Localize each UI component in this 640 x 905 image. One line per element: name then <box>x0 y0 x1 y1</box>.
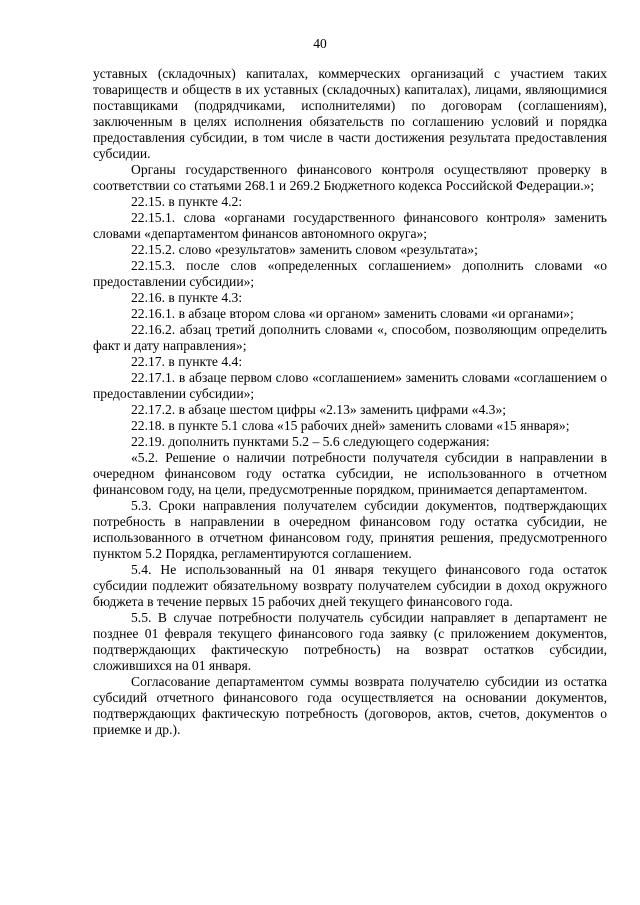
paragraph: 22.19. дополнить пунктами 5.2 – 5.6 следующего содержания: <box>131 434 490 449</box>
paragraph: «5.2. Решение о наличии потребности получателя субсидии в направлении в очередном финансовом году остатка субсидии, не использованного в отчетном финансовом году, на цели, предусмотренные порядком, принимается департаментом. <box>93 450 607 497</box>
paragraph: уставных (складочных) капиталах, коммерческих организаций с участием таких товариществ и обществ в их уставных (складочных) капиталах), лицами, являющимися поставщиками (подрядчиками, исполнителями) по договорам (соглашениям), заключенным в целях исполнения обязательств по соглашению условий и порядка предоставления субсидии, в том числе в части достижения результата предоставления субсидии. <box>93 66 607 161</box>
paragraph: 22.16.2. абзац третий дополнить словами «, способом, позволяющим определить факт и дату направления»; <box>93 322 607 353</box>
paragraph: 5.4. Не использованный на 01 января текущего финансового года остаток субсидии подлежит обязательному возврату получателем субсидии в доход окружного бюджета в течение первых 15 рабочих дней текущего финансового года. <box>93 562 607 609</box>
paragraph: 22.15.2. слово «результатов» заменить словом «результата»; <box>131 242 478 257</box>
paragraph: 22.16.1. в абзаце втором слова «и органом» заменить словами «и органами»; <box>131 306 574 321</box>
document-body <box>93 66 607 738</box>
paragraph: 22.16. в пункте 4.3: <box>131 290 243 305</box>
paragraph: 22.15. в пункте 4.2: <box>131 194 243 209</box>
paragraph: 22.17.2. в абзаце шестом цифры «2.13» заменить цифрами «4.3»; <box>131 402 507 417</box>
page-number: 40 <box>313 36 327 51</box>
paragraph: Согласование департаментом суммы возврата получателю субсидии из остатка субсидий отчетного финансового года осуществляется на основании документов, подтверждающих фактическую потребность (договоров, актов, счетов, документов о приемке и др.). <box>93 674 607 737</box>
paragraph: 22.17.1. в абзаце первом слово «соглашением» заменить словами «соглашением о предоставлении субсидии»; <box>93 370 607 401</box>
paragraph: 22.15.3. после слов «определенных соглашением» дополнить словами «о предоставлении субсидии»; <box>93 258 607 289</box>
paragraph: 5.5. В случае потребности получатель субсидии направляет в департамент не позднее 01 февраля текущего финансового года заявку (с приложением документов, подтверждающих фактическую потребность) на возврат остатков субсидии, сложившихся на 01 января. <box>93 610 607 673</box>
paragraph: 22.18. в пункте 5.1 слова «15 рабочих дней» заменить словами «15 января»; <box>131 418 570 433</box>
paragraph: 22.15.1. слова «органами государственного финансового контроля» заменить словами «департаментом финансов автономного округа»; <box>93 210 607 241</box>
paragraph: 5.3. Сроки направления получателем субсидии документов, подтверждающих потребность в направлении в очередном финансовом году остатка субсидии, не использованного в отчетном финансовом году, принятия решения, предусмотренного пунктом 5.2 Порядка, регламентируются соглашением. <box>93 498 607 561</box>
paragraph: 22.17. в пункте 4.4: <box>131 354 243 369</box>
paragraph: Органы государственного финансового контроля осуществляют проверку в соответствии со статьями 268.1 и 269.2 Бюджетного кодекса Российской Федерации.»; <box>93 162 607 193</box>
